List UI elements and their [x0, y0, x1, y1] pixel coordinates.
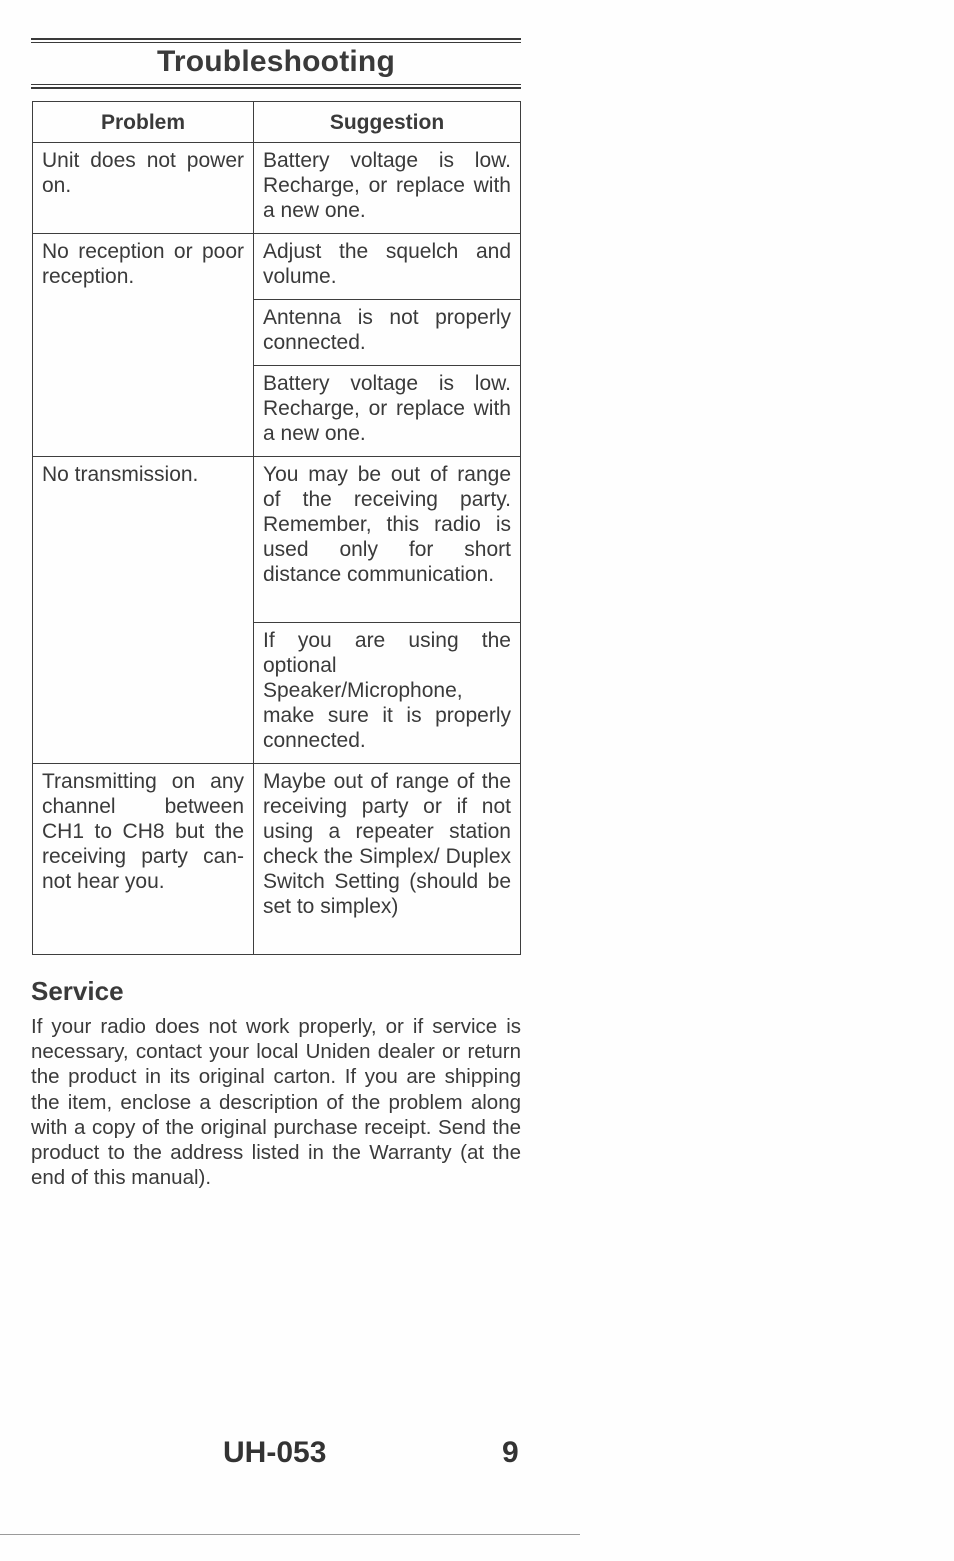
table-row: [33, 764, 521, 955]
table-row: [33, 143, 521, 234]
suggestion-cell: If you are using the optional Speaker/Microphone, make sure it is properly connected.: [254, 623, 521, 764]
title-bottom-rule: [31, 84, 521, 90]
suggestion-cell: Antenna is not properly connected.: [254, 300, 521, 366]
suggestion-cell: Adjust the squelch and volume.: [254, 234, 521, 300]
page-number: 9: [502, 1436, 519, 1469]
table-header-row: [33, 102, 521, 143]
troubleshooting-table: [32, 101, 521, 955]
table-row: [33, 234, 521, 300]
problem-cell: No transmission.: [33, 457, 254, 764]
title-top-rule: [31, 38, 521, 44]
suggestion-cell: You may be out of range of the receiving party. Remember, this radio is used only for short distance communication.: [254, 457, 521, 623]
suggestion-cell: Battery voltage is low. Recharge, or replace with a new one.: [254, 143, 521, 234]
problem-cell: Unit does not power on.: [33, 143, 254, 234]
service-heading: Service: [31, 976, 124, 1006]
suggestion-cell: Maybe out of range of the receiving party or if not using a repeater station check the Simplex/ Duplex Switch Setting (should be set to simplex): [254, 764, 521, 955]
problem-cell: No reception or poor reception.: [33, 234, 254, 457]
table-row: [33, 457, 521, 623]
service-paragraph: If your radio does not work properly, or if service is necessary, contact your local Uniden dealer or return the product in its original carton. If you are shipping the item, enclose a description of the problem along with a copy of the original purchase receipt. Send the product to the address listed in the Warranty (at the end of this manual).: [31, 1015, 521, 1190]
column-header-suggestion: Suggestion: [254, 102, 521, 143]
page-bottom-rule: [0, 1534, 580, 1535]
page-title: Troubleshooting: [157, 45, 395, 78]
model-number: UH-053: [223, 1436, 327, 1469]
problem-cell: Transmitting on any channel between CH1 to CH8 but the receiving party can-not hear you.: [33, 764, 254, 955]
suggestion-cell: Battery voltage is low. Recharge, or replace with a new one.: [254, 366, 521, 457]
column-header-problem: Problem: [33, 102, 254, 143]
title-block: [31, 38, 521, 90]
